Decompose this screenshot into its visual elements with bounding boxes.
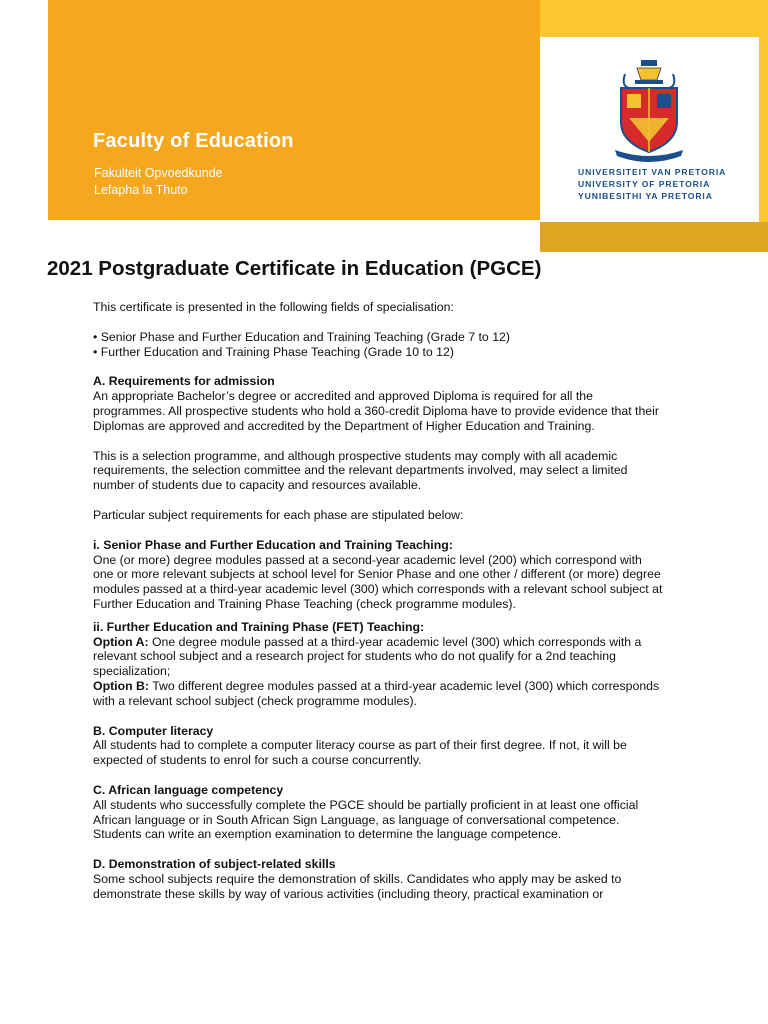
- section-a-heading: A. Requirements for admission: [93, 374, 275, 389]
- field-item: • Further Education and Training Phase Teaching (Grade 10 to 12): [93, 344, 454, 359]
- section-d: [93, 857, 663, 901]
- subsection-i-heading: i. Senior Phase and Further Education and Training Teaching:: [93, 537, 453, 552]
- section-b-heading: B. Computer literacy: [93, 723, 214, 738]
- section-c: [93, 783, 663, 842]
- document-title: 2021 Postgraduate Certificate in Education (PGCE): [47, 257, 542, 280]
- subsection-i-text: One (or more) degree modules passed at a second-year academic level (200) which correspond with one or more relevant subjects at school level for Senior Phase and one other / different (or more) degree modules passed at a third-year academic level (300) which corresponds with a relevant school subject at Further Education and Training Phase Teaching (check programme modules).: [93, 552, 663, 611]
- university-crest-icon: [611, 58, 687, 162]
- section-c-text: All students who successfully complete the PGCE should be partially proficient in at least one official African language or in South African Sign Language, as language of conversational competence. Students can write an exemption examination to determine the language competence.: [93, 797, 639, 842]
- fields-list: [93, 330, 663, 360]
- section-b: [93, 724, 663, 768]
- section-d-heading: D. Demonstration of subject-related skills: [93, 857, 336, 872]
- university-name-english: UNIVERSITY OF PRETORIA: [578, 179, 711, 189]
- faculty-subtitle-sepedi: Lefapha la Thuto: [94, 183, 188, 197]
- banner-accent-strip: [540, 222, 768, 252]
- option-a-label: Option A:: [93, 634, 149, 649]
- section-a-text: An appropriate Bachelor’s degree or accredited and approved Diploma is required for all the programmes. All prospective students who hold a 360-credit Diploma have to provide evidence that their Diplomas are approved and accredited by the Department of Higher Education and Training.: [93, 389, 659, 433]
- option-b-label: Option B:: [93, 678, 150, 693]
- faculty-title: Faculty of Education: [93, 130, 294, 152]
- section-d-text: Some school subjects require the demonstration of skills. Candidates who apply may be asked to demonstrate these skills by way of various activities (including theory, practical examination or: [93, 871, 622, 901]
- subsection-ii: [93, 620, 663, 709]
- section-b-text: All students had to complete a computer literacy course as part of their first degree. If not, it will be expected of students to enrol for such a course concurrently.: [93, 738, 627, 768]
- banner-accent-top: [540, 0, 768, 37]
- university-name-afrikaans: UNIVERSITEIT VAN PRETORIA: [578, 167, 727, 177]
- section-a: [93, 374, 663, 433]
- subsection-ii-heading: ii. Further Education and Training Phase (FET) Teaching:: [93, 619, 425, 634]
- banner-accent-edge: [759, 37, 768, 222]
- selection-paragraph: This is a selection programme, and although prospective students may comply with all academic requirements, the selection committee and the relevant departments involved, may select a limited number of students due to capacity and resources available.: [93, 448, 628, 493]
- requirements-paragraph: Particular subject requirements for each phase are stipulated below:: [93, 507, 464, 522]
- subsection-i: [93, 538, 663, 612]
- option-b-text: Two different degree modules passed at a third-year academic level (300) which corresponds with a relevant school subject (check programme modules).: [93, 678, 660, 708]
- faculty-subtitle-afrikaans: Fakulteit Opvoedkunde: [94, 166, 223, 180]
- field-item: • Senior Phase and Further Education and Training Teaching (Grade 7 to 12): [93, 329, 510, 344]
- document-body: [93, 300, 663, 917]
- intro-paragraph: This certificate is presented in the following fields of specialisation:: [93, 300, 454, 314]
- section-c-heading: C. African language competency: [93, 782, 284, 797]
- university-name-sepedi: YUNIBESITHI YA PRETORIA: [578, 191, 713, 201]
- option-a-text: One degree module passed at a third-year academic level (300) which corresponds with a relevant school subject and a research project for students who do not qualify for a 2nd teaching specialization;: [93, 634, 642, 679]
